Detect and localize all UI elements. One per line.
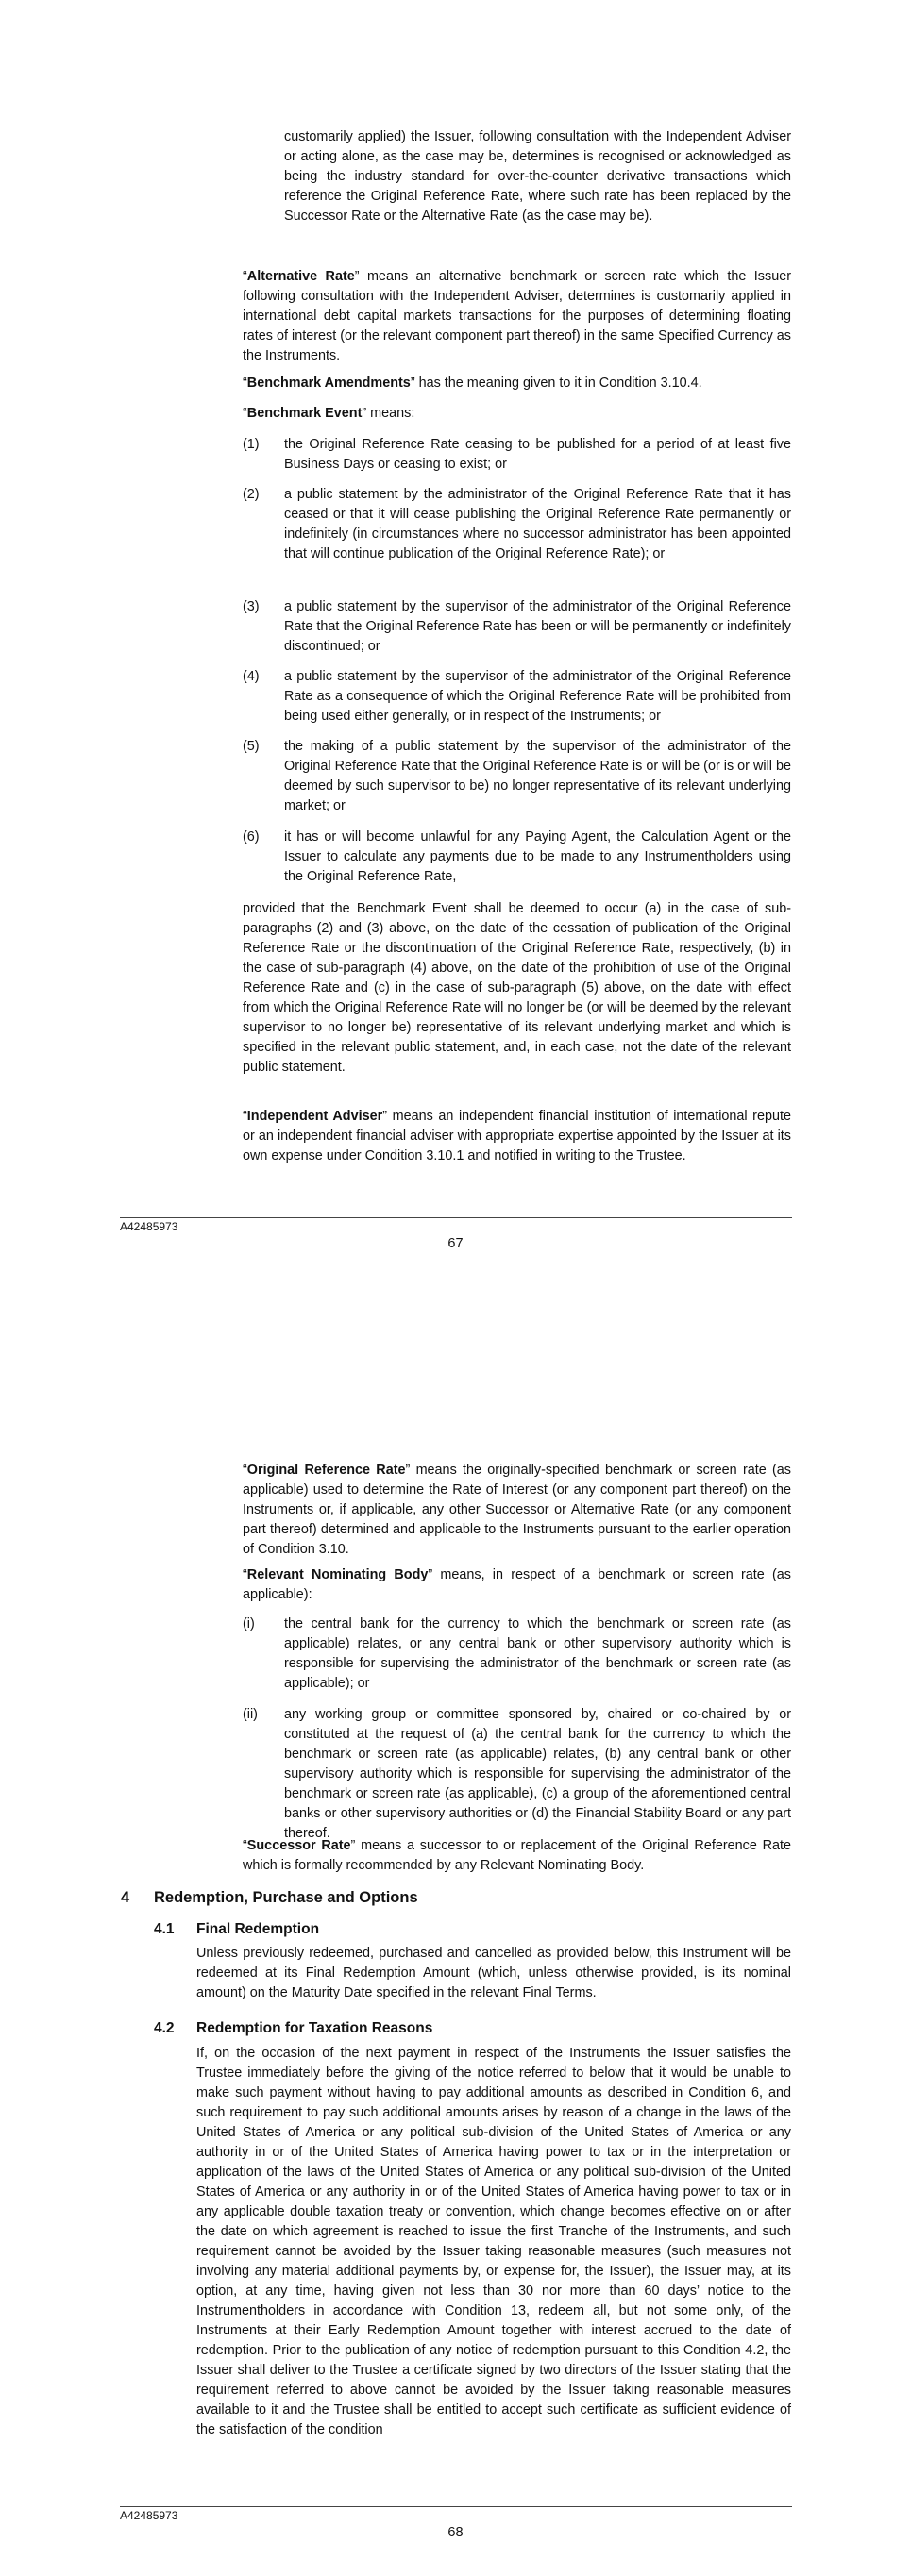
definition-text: means the originally-specified benchmark or screen rate (as applicable) used to determine the Rate of Interest (or any component part thereof) on the Instruments or, if applicable, any other Successor or Alternative Rate (or any component part thereof) determined and applicable to the Instruments pursuant to the earlier operation of Condition 3.10. <box>243 1463 791 1557</box>
list-item-text: the making of a public statement by the supervisor of the administrator of the Original Reference Rate that the Original Reference Rate is or will be (or is or will be deemed by such supervisor to be) no longer representative of its relevant underlying market; or <box>284 739 791 813</box>
list-item-number: (6) <box>243 829 260 845</box>
list-item-text: the central bank for the currency to which the benchmark or screen rate (as applicable) relates, or any central bank or other supervisory authority which is responsible for supervising the administrator of the benchmark or screen rate (as applicable); or <box>284 1616 791 1691</box>
defined-term: Benchmark Amendments <box>246 376 411 391</box>
close-quote: ” <box>350 1838 356 1853</box>
close-quote: ” <box>362 406 367 421</box>
defined-term: Independent Adviser <box>246 1109 383 1124</box>
list-item-text: it has or will become unlawful for any Paying Agent, the Calculation Agent or the Issuer to calculate any payments due to be made to any Instrumentholders using the Original Reference Rate, <box>284 829 791 884</box>
document-reference: A42485973 <box>120 1220 178 1233</box>
defined-term: Alternative Rate <box>246 269 355 284</box>
definition-text: has the meaning given to it in Condition 3.10.4. <box>414 376 702 391</box>
list-item-text: a public statement by the supervisor of the administrator of the Original Reference Rate that the Original Reference Rate has been or will be permanently or indefinitely discontinued; or <box>284 599 791 654</box>
subsection-4-2-body <box>196 2044 791 2440</box>
document-reference: A42485973 <box>120 2509 178 2522</box>
list-item-text: the Original Reference Rate ceasing to be published for a period of at least five Business Days or ceasing to exist; or <box>284 437 791 472</box>
definition-text: means an independent financial institution of international repute or an independent financial adviser with appropriate expertise appointed by the Issuer at its own expense under Condition 3.10.1 and notified in writing to the Trustee. <box>243 1109 791 1163</box>
subsection-4-1-title: Final Redemption <box>196 1921 320 1937</box>
list-item-text: a public statement by the administrator of the Original Reference Rate that it has ceased or that it will cease publishing the Original Reference Rate permanently or indefinitely (in circumstances where no successor administrator has been appointed that will continue publication of the Original Reference Rate); or <box>284 487 791 561</box>
list-item-number: (1) <box>243 437 260 452</box>
list-item-number: (ii) <box>243 1707 258 1722</box>
page-number: 67 <box>447 1236 464 1251</box>
open-quote: “ <box>243 1567 247 1582</box>
list-item-number: (3) <box>243 599 260 614</box>
section-4-number: 4 <box>121 1889 130 1906</box>
footer-rule <box>120 2506 792 2507</box>
list-item-number: (4) <box>243 669 260 684</box>
defined-term: Original Reference Rate <box>246 1463 406 1478</box>
defined-term: Relevant Nominating Body <box>246 1567 429 1582</box>
definition-text: means, in respect of a benchmark or screen rate (as applicable): <box>243 1567 791 1602</box>
list-item <box>243 1614 791 1694</box>
open-quote: “ <box>243 376 247 391</box>
list-item-number: (2) <box>243 487 260 502</box>
continued-text: customarily applied) the Issuer, following consultation with the Independent Adviser or acting alone, as the case may be, determines is recognised or acknowledged as being the industry standard for over-the-counter derivative transactions which reference the Original Reference Rate, where such rate has been replaced by the Successor Rate or the Alternative Rate (as the case may be). <box>284 129 791 224</box>
open-quote: “ <box>243 269 247 284</box>
close-quote: ” <box>354 269 360 284</box>
section-4-title: Redemption, Purchase and Options <box>154 1889 418 1906</box>
open-quote: “ <box>243 1838 247 1853</box>
open-quote: “ <box>243 1109 247 1124</box>
definition-text: means a successor to or replacement of the Original Reference Rate which is formally recommended by any Relevant Nominating Body. <box>243 1838 791 1873</box>
definition-successor-rate <box>243 1836 791 1876</box>
list-item-number: (i) <box>243 1616 255 1631</box>
close-quote: ” <box>410 376 415 391</box>
defined-term: Successor Rate <box>246 1838 351 1853</box>
close-quote: ” <box>428 1567 433 1582</box>
provided-text: provided that the Benchmark Event shall be deemed to occur (a) in the case of sub-paragraphs (2) and (3) above, on the date of the cessation of publication of the Original Reference Rate or the discontinuation of the Original Reference Rate, respectively, (b) in the case of sub-paragraph (4) above, on the date of the prohibition of use of the Original Reference Rate and (c) in the case of sub-paragraph (5) above, on the date with effect from which the Original Reference Rate will no longer be (or will be deemed by the relevant supervisor to no longer be) representative of its relevant underlying market and which is specified in the relevant public statement, and, in each case, not the date of the relevant public statement. <box>243 901 791 1075</box>
subsection-4-2-title: Redemption for Taxation Reasons <box>196 2020 433 2036</box>
list-item-number: (5) <box>243 739 260 754</box>
close-quote: ” <box>405 1463 411 1478</box>
close-quote: ” <box>382 1109 387 1124</box>
list-item-text: any working group or committee sponsored by, chaired or co-chaired by or constituted at the request of (a) the central bank for the currency to which the benchmark or screen rate (as applicable) relates, (b) any central bank or other supervisory authority which is responsible for supervising the administrator of the benchmark or screen rate (as applicable), (c) a group of the aforementioned central banks or other supervisory authorities or (d) the Financial Stability Board or any part thereof. <box>284 1707 791 1841</box>
subsection-4-1-body <box>196 1944 791 2003</box>
subsection-4-2-number: 4.2 <box>154 2020 175 2036</box>
subsection-4-1-text: Unless previously redeemed, purchased and cancelled as provided below, this Instrument will be redeemed at its Final Redemption Amount (which, unless otherwise provided, is its nominal amount) on the Maturity Date specified in the relevant Final Terms. <box>196 1946 791 2000</box>
list-item-text: a public statement by the supervisor of the administrator of the Original Reference Rate as a consequence of which the Original Reference Rate will be prohibited from being used either generally, or in respect of the Instruments; or <box>284 669 791 724</box>
definition-text: means an alternative benchmark or screen rate which the Issuer following consultation with the Independent Adviser, determines is customarily applied in international debt capital markets transactions for the purposes of determining floating rates of interest (or the relevant component part thereof) in the same Specified Currency as the Instruments. <box>243 269 791 363</box>
page-number: 68 <box>447 2525 464 2540</box>
list-item <box>243 1705 791 1844</box>
open-quote: “ <box>243 406 247 421</box>
definition-text: means: <box>366 406 415 421</box>
defined-term: Benchmark Event <box>246 406 363 421</box>
subsection-4-2-text: If, on the occasion of the next payment in respect of the Instruments the Issuer satisfies the Trustee immediately before the giving of the notice referred to below that it would be unable to make such payment without having to pay additional amounts as described in Condition 6, and such requirement to pay such additional amounts arises by reason of a change in the laws of the United States of America or any political sub-division of the United States of America or any authority in or of the United States of America having power to tax or in the interpretation or application of the laws of the United States of America or any political sub-division of the United States of America or any authority in or of the United States of America having power to tax or in any applicable double taxation treaty or convention, which change becomes effective on or after the date on which agreement is reached to issue the first Tranche of the Instruments, and such requirement cannot be avoided by the Issuer taking reasonable measures (such measures not involving any material additional payments by, or expense for, the Issuer), the Issuer may, at its option, at any time, having given not less than 30 nor more than 60 days’ notice to the Instrumentholders in accordance with Condition 13, redeem all, but not some only, of the Instruments at their Early Redemption Amount together with interest accrued to the date of redemption. Prior to the publication of any notice of redemption pursuant to this Condition 4.2, the Issuer shall deliver to the Trustee a certificate signed by two directors of the Issuer stating that the requirement referred to above cannot be avoided by the Issuer taking reasonable measures available to it and the Trustee shall be entitled to accept such certificate as sufficient evidence of the satisfaction of the condition <box>196 2046 791 2437</box>
open-quote: “ <box>243 1463 247 1478</box>
subsection-4-1-number: 4.1 <box>154 1921 175 1937</box>
